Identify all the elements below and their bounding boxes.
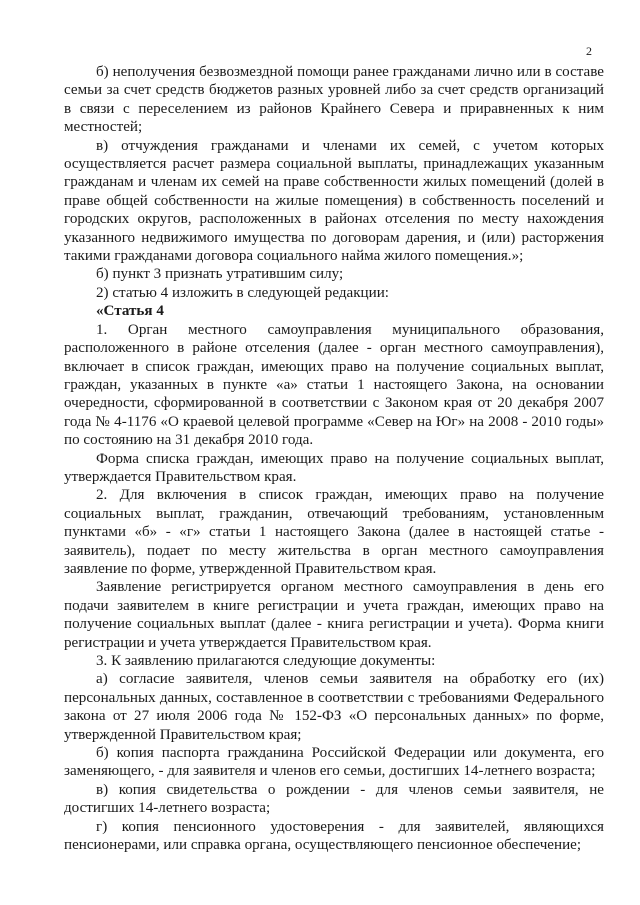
paragraph-article-4-clause-1: 1. Орган местного самоуправления муниципального образования, расположенного в районе отселения (далее - орган местного самоуправления), включает в список граждан, имеющих право на получение социальных выплат, граждан, указанных в пункте «а» статьи 1 настоящего Закона, на основании очередности, сформированной в соответствии с Законом края от 20 декабря 2007 года № 4-1176 «О краевой целевой программе «Север на Юг» на 2008 - 2010 годы» по состоянию на 31 декабря 2010 года.: [64, 321, 604, 449]
page-number: 2: [586, 44, 592, 58]
paragraph-item-v-alienation: в) отчуждения гражданами и членами их семей, с учетом которых осуществляется расчет размера социальной выплаты, принадлежащих указанным гражданам и членам их семей на праве собственности жилых помещений (долей в праве общей собственности на жилые помещения) в собственность поселений и городских округов, расположенных в районах отселения по месту нахождения указанного недвижимого имущества по договорам дарения, и (или) расторжения такими гражданами договора социального найма жилого помещения.»;: [64, 137, 604, 265]
document-body: [64, 63, 604, 854]
article-4-heading: «Статья 4: [96, 303, 164, 320]
paragraph-item-g-pension: г) копия пенсионного удостоверения - для заявителей, являющихся пенсионерами, или справка органа, осуществляющего пенсионное обеспечение;: [64, 818, 604, 854]
paragraph-list-form: Форма списка граждан, имеющих право на получение социальных выплат, утверждается Правительством края.: [64, 450, 604, 485]
paragraph-item-b-passport: б) копия паспорта гражданина Российской Федерации или документа, его заменяющего, - для заявителя и членов его семьи, достигших 14-летнего возраста;: [64, 745, 604, 780]
paragraph-registration: Заявление регистрируется органом местного самоуправления в день его подачи заявителем в книге регистрации и учета граждан, имеющих право на получение социальных выплат (далее - книга регистрации и учета). Форма книги регистрации и учета утверждается Правительством края.: [64, 579, 604, 651]
paragraph-article-4-intro: 2) статью 4 изложить в следующей редакции:: [96, 284, 389, 301]
paragraph-item-b-non-receipt: б) неполучения безвозмездной помощи ранее гражданами лично или в составе семьи за счет средств бюджетов разных уровней либо за счет средств организаций в связи с переселением из районов Крайнего Севера и приравненных к ним местностей;: [64, 64, 604, 136]
paragraph-item-v-birth-certificate: в) копия свидетельства о рождении - для членов семьи заявителя, не достигших 14-летнего возраста;: [64, 781, 604, 817]
paragraph-point-3-repeal: б) пункт 3 признать утратившим силу;: [96, 266, 344, 283]
paragraph-item-a-consent: а) согласие заявителя, членов семьи заявителя на обработку его (их) персональных данных, составленное в соответствии с требованиями Федерального закона от 27 июля 2006 года № 152-ФЗ «О персональных данных» по форме, утвержденной Правительством края;: [64, 671, 604, 743]
paragraph-article-4-clause-2: 2. Для включения в список граждан, имеющих право на получение социальных выплат, гражданин, отвечающий требованиям, установленным пунктами «б» - «г» статьи 1 настоящего Закона (далее в настоящей статье - заявитель), подает по месту жительства в орган местного самоуправления заявление по форме, утвержденной Правительством края.: [64, 487, 604, 577]
paragraph-article-4-clause-3: 3. К заявлению прилагаются следующие документы:: [96, 653, 436, 669]
